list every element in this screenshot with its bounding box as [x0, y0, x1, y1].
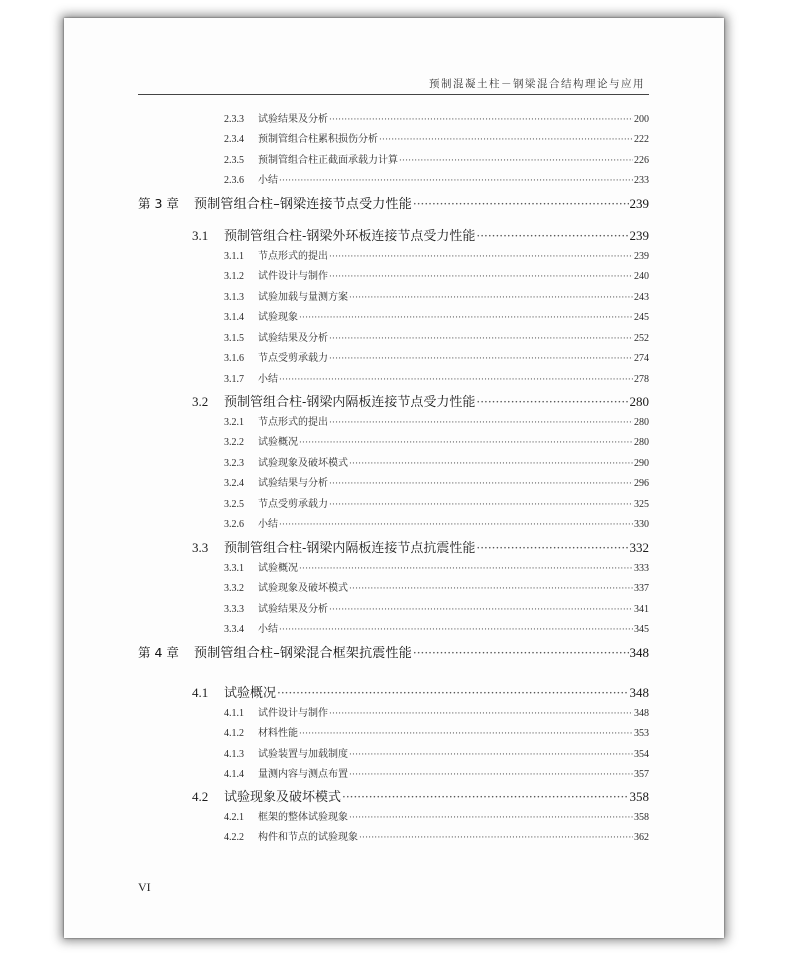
entry-title: 小结 — [258, 519, 278, 530]
entry-page-number: 290 — [634, 458, 649, 469]
entry-page-number: 362 — [634, 832, 649, 843]
toc-subsection-entry — [224, 329, 649, 345]
dot-leader — [329, 479, 633, 489]
entry-number: 3.2.5 — [224, 499, 244, 510]
toc-subsection-entry — [224, 247, 649, 263]
entry-title: 试验概况 — [258, 563, 298, 574]
entry-number: 3.2.6 — [224, 519, 244, 530]
toc-subsection-entry — [224, 808, 649, 824]
entry-page-number: 332 — [629, 540, 649, 555]
entry-number: 第 4 章 — [138, 645, 179, 660]
toc-subsection-entry — [224, 559, 649, 575]
entry-number: 3.3.3 — [224, 604, 244, 615]
entry-title: 节点形式的提出 — [258, 417, 328, 428]
toc-subsection-entry — [224, 724, 649, 740]
entry-number: 2.3.5 — [224, 155, 244, 166]
dot-leader — [299, 729, 633, 739]
entry-number: 4.1.1 — [224, 708, 244, 719]
header-rule — [138, 94, 649, 95]
entry-number: 3.1.4 — [224, 312, 244, 323]
entry-title: 试验结果及分析 — [258, 333, 328, 344]
toc-subsection-entry — [224, 579, 649, 595]
entry-page-number: 358 — [634, 812, 649, 823]
entry-page-number: 226 — [634, 155, 649, 166]
dot-leader — [349, 813, 633, 823]
entry-page-number: 280 — [634, 417, 649, 428]
toc-chapter-entry — [138, 193, 649, 213]
dot-leader — [476, 229, 628, 243]
entry-number: 4.2 — [192, 789, 209, 804]
entry-page-number: 252 — [634, 333, 649, 344]
dot-leader — [476, 395, 628, 409]
dot-leader — [277, 686, 628, 700]
entry-title: 构件和节点的试验现象 — [258, 832, 358, 843]
entry-number: 3.1 — [192, 228, 209, 243]
toc-section-entry — [192, 537, 649, 557]
toc-subsection-entry — [224, 413, 649, 429]
dot-leader — [349, 293, 633, 303]
dot-leader — [349, 770, 633, 780]
entry-title: 节点形式的提出 — [258, 251, 328, 262]
entry-page-number: 357 — [634, 769, 649, 780]
entry-title: 试验现象及破坏模式 — [224, 790, 342, 805]
dot-leader — [342, 790, 628, 804]
entry-title: 试验加载与量测方案 — [258, 292, 348, 303]
dot-leader — [329, 252, 633, 262]
toc-subsection-entry — [224, 474, 649, 490]
toc-subsection-entry — [224, 828, 649, 844]
dot-leader — [349, 584, 633, 594]
dot-leader — [413, 197, 629, 211]
entry-number: 3.2.1 — [224, 417, 244, 428]
page-folio: VI — [138, 880, 151, 894]
toc-chapter-entry — [138, 642, 649, 662]
entry-number: 第 3 章 — [138, 196, 179, 211]
dot-leader — [359, 833, 633, 843]
entry-number: 4.1 — [192, 685, 209, 700]
dot-leader — [329, 605, 633, 615]
dot-leader — [413, 646, 629, 660]
entry-number: 3.2.3 — [224, 458, 244, 469]
entry-page-number: 233 — [634, 175, 649, 186]
toc-subsection-entry — [224, 151, 649, 167]
entry-title: 试验现象 — [258, 312, 298, 323]
entry-number: 4.1.4 — [224, 769, 244, 780]
entry-page-number: 240 — [634, 271, 649, 282]
toc-subsection-entry — [224, 600, 649, 616]
entry-title: 试验概况 — [224, 686, 277, 701]
book-page — [64, 18, 724, 938]
entry-page-number: 333 — [634, 563, 649, 574]
toc-section-entry — [192, 225, 649, 245]
entry-title: 小结 — [258, 624, 278, 635]
dot-leader — [476, 541, 628, 555]
entry-number: 3.1.7 — [224, 374, 244, 385]
entry-number: 4.2.1 — [224, 812, 244, 823]
entry-title: 小结 — [258, 175, 278, 186]
dot-leader — [329, 418, 633, 428]
entry-page-number: 280 — [634, 437, 649, 448]
dot-leader — [329, 272, 633, 282]
toc-subsection-entry — [224, 745, 649, 761]
entry-title: 试验现象及破坏模式 — [258, 458, 348, 469]
entry-number: 3.3.2 — [224, 583, 244, 594]
dot-leader — [299, 564, 633, 574]
entry-number: 3.1.5 — [224, 333, 244, 344]
entry-title: 预制管组合柱-钢梁内隔板连接节点抗震性能 — [224, 541, 476, 556]
entry-title: 试验结果与分析 — [258, 478, 328, 489]
toc-subsection-entry — [224, 370, 649, 386]
entry-page-number: 354 — [634, 749, 649, 760]
toc-subsection-entry — [224, 495, 649, 511]
toc-subsection-entry — [224, 515, 649, 531]
entry-title: 试件设计与制作 — [258, 708, 328, 719]
entry-page-number: 337 — [634, 583, 649, 594]
entry-number: 2.3.6 — [224, 175, 244, 186]
entry-title: 试验结果及分析 — [258, 114, 328, 125]
dot-leader — [379, 135, 633, 145]
entry-number: 3.1.6 — [224, 353, 244, 364]
toc-subsection-entry — [224, 267, 649, 283]
entry-page-number: 245 — [634, 312, 649, 323]
entry-title: 试件设计与制作 — [258, 271, 328, 282]
entry-title: 预制管组合柱-钢梁外环板连接节点受力性能 — [224, 229, 476, 244]
entry-title: 小结 — [258, 374, 278, 385]
entry-title: 预制管组合柱累积损伤分析 — [258, 134, 378, 145]
entry-title: 预制管组合柱正截面承载力计算 — [258, 155, 398, 166]
dot-leader — [279, 520, 633, 530]
entry-page-number: 280 — [629, 394, 649, 409]
entry-page-number: 200 — [634, 114, 649, 125]
toc-subsection-entry — [224, 704, 649, 720]
entry-title: 试验装置与加载制度 — [258, 749, 348, 760]
entry-page-number: 243 — [634, 292, 649, 303]
dot-leader — [349, 750, 633, 760]
toc-subsection-entry — [224, 288, 649, 304]
entry-number: 3.2.2 — [224, 437, 244, 448]
dot-leader — [279, 625, 633, 635]
toc-section-entry — [192, 391, 649, 411]
entry-number: 3.1.2 — [224, 271, 244, 282]
entry-page-number: 278 — [634, 374, 649, 385]
entry-title: 材料性能 — [258, 728, 298, 739]
entry-title: 量测内容与测点布置 — [258, 769, 348, 780]
dot-leader — [329, 354, 633, 364]
entry-title: 预制管组合柱-钢梁内隔板连接节点受力性能 — [224, 395, 476, 410]
entry-page-number: 325 — [634, 499, 649, 510]
entry-page-number: 345 — [634, 624, 649, 635]
entry-page-number: 348 — [634, 708, 649, 719]
entry-number: 4.1.2 — [224, 728, 244, 739]
entry-title: 框架的整体试验现象 — [258, 812, 348, 823]
toc-subsection-entry — [224, 620, 649, 636]
entry-title: 预制管组合柱–钢梁混合框架抗震性能 — [194, 646, 412, 661]
toc-section-entry — [192, 786, 649, 806]
entry-page-number: 222 — [634, 134, 649, 145]
dot-leader — [329, 709, 633, 719]
toc-section-entry — [192, 682, 649, 702]
entry-title: 试验概况 — [258, 437, 298, 448]
toc-subsection-entry — [224, 433, 649, 449]
entry-page-number: 274 — [634, 353, 649, 364]
running-header: 预制混凝土柱－钢梁混合结构理论与应用 — [429, 78, 645, 90]
toc-subsection-entry — [224, 349, 649, 365]
entry-number: 4.1.3 — [224, 749, 244, 760]
toc-subsection-entry — [224, 454, 649, 470]
toc-subsection-entry — [224, 171, 649, 187]
entry-number: 3.3 — [192, 540, 209, 555]
entry-number: 3.3.1 — [224, 563, 244, 574]
toc-subsection-entry — [224, 110, 649, 126]
entry-page-number: 353 — [634, 728, 649, 739]
dot-leader — [329, 500, 633, 510]
toc-subsection-entry — [224, 308, 649, 324]
entry-page-number: 239 — [629, 228, 649, 243]
toc-subsection-entry — [224, 130, 649, 146]
entry-number: 2.3.4 — [224, 134, 244, 145]
entry-page-number: 341 — [634, 604, 649, 615]
entry-page-number: 348 — [629, 685, 649, 700]
entry-number: 3.2.4 — [224, 478, 244, 489]
entry-number: 3.2 — [192, 394, 209, 409]
entry-number: 3.3.4 — [224, 624, 244, 635]
entry-title: 试验结果及分析 — [258, 604, 328, 615]
dot-leader — [279, 176, 633, 186]
dot-leader — [279, 375, 633, 385]
entry-title: 试验现象及破坏模式 — [258, 583, 348, 594]
entry-title: 节点受剪承载力 — [258, 353, 328, 364]
entry-page-number: 348 — [629, 645, 649, 660]
entry-title: 节点受剪承载力 — [258, 499, 328, 510]
entry-number: 3.1.3 — [224, 292, 244, 303]
entry-page-number: 296 — [634, 478, 649, 489]
entry-page-number: 239 — [634, 251, 649, 262]
entry-number: 3.1.1 — [224, 251, 244, 262]
toc-subsection-entry — [224, 765, 649, 781]
dot-leader — [399, 156, 633, 166]
dot-leader — [299, 313, 633, 323]
entry-number: 4.2.2 — [224, 832, 244, 843]
entry-number: 2.3.3 — [224, 114, 244, 125]
dot-leader — [329, 334, 633, 344]
entry-title: 预制管组合柱–钢梁连接节点受力性能 — [194, 197, 412, 212]
entry-page-number: 330 — [634, 519, 649, 530]
dot-leader — [329, 115, 633, 125]
dot-leader — [349, 459, 633, 469]
entry-page-number: 239 — [629, 196, 649, 211]
dot-leader — [299, 438, 633, 448]
entry-page-number: 358 — [629, 789, 649, 804]
